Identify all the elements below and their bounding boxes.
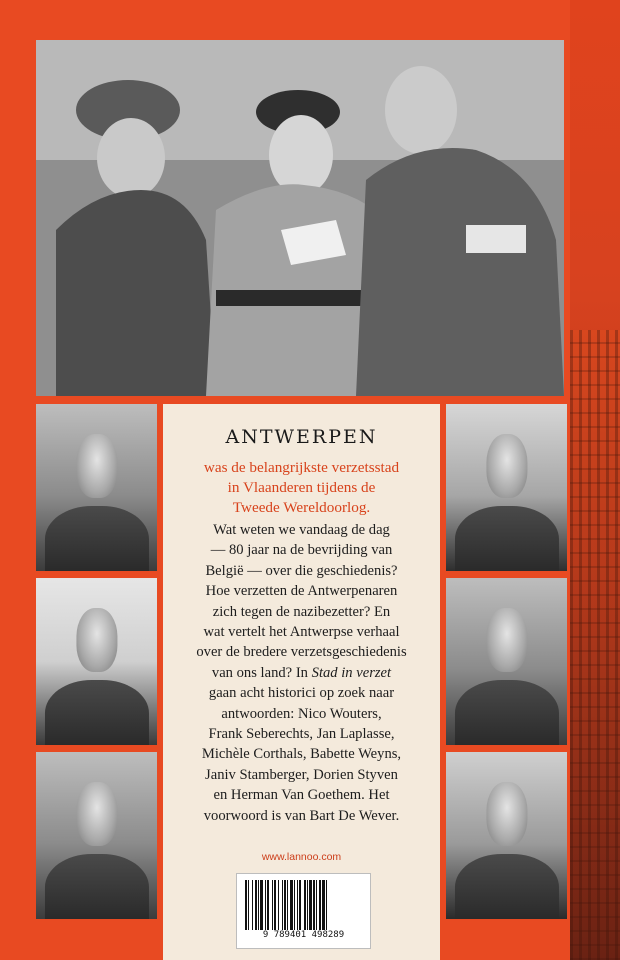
blurb-line-part: In bbox=[295, 664, 308, 681]
barcode-bar bbox=[299, 880, 301, 930]
blurb-line: over de bredere verzetsgeschiedenis bbox=[196, 644, 407, 661]
blurb-panel bbox=[163, 404, 440, 960]
barcode-bar bbox=[284, 880, 286, 930]
blurb-line: Frank Seberechts, Jan Laplasse, bbox=[208, 726, 395, 743]
blurb-line: Michèle Corthals, Babette Weyns, bbox=[201, 746, 402, 763]
barcode-bar bbox=[282, 880, 283, 930]
blurb-line: gaan acht historici op zoek naar bbox=[208, 685, 395, 702]
blurb-line: en Herman Van Goethem. Het bbox=[213, 787, 390, 804]
blurb-line: Hoe verzetten de Antwerpenaren bbox=[205, 583, 398, 600]
barcode-bar bbox=[309, 880, 312, 930]
barcode-bar bbox=[297, 880, 298, 930]
blurb-line: Wat weten we vandaag de dag bbox=[213, 522, 390, 538]
spine-city-image bbox=[570, 330, 620, 960]
blurb-line: voorwoord is van Bart De Wever. bbox=[203, 807, 400, 824]
barcode-bar bbox=[278, 880, 279, 930]
blurb-line-part: van ons land? bbox=[211, 664, 293, 681]
barcode-bar bbox=[245, 880, 247, 930]
blurb-line: België — over die geschiedenis? bbox=[205, 562, 398, 579]
barcode-bar bbox=[260, 880, 263, 930]
blurb-line: antwoorden: Nico Wouters, bbox=[221, 705, 382, 722]
officer-signed-portrait bbox=[446, 578, 567, 745]
isbn-number: 9 789401 498289 bbox=[262, 930, 345, 940]
barcode-bar bbox=[274, 880, 276, 930]
barcode-bar bbox=[248, 880, 249, 930]
man-suit-portrait bbox=[446, 752, 567, 919]
barcode-bar bbox=[258, 880, 259, 930]
barcode-bar bbox=[307, 880, 308, 930]
intro-line: was de belangrijkste verzetsstad bbox=[203, 459, 400, 476]
intro-line: in Vlaanderen tijdens de bbox=[227, 479, 376, 496]
intro-text bbox=[163, 458, 440, 518]
barcode-bar bbox=[267, 880, 269, 930]
woman-portrait bbox=[36, 578, 157, 745]
blurb-line: Janiv Stamberger, Dorien Styven bbox=[205, 766, 398, 783]
barcode-bar bbox=[272, 880, 273, 930]
barcode-bar bbox=[319, 880, 321, 930]
barcode-bar bbox=[294, 880, 295, 930]
intro-line: Tweede Wereldoorlog. bbox=[232, 499, 371, 516]
three-men-main-photo bbox=[36, 40, 564, 396]
beret-soldier-portrait bbox=[36, 752, 157, 919]
blurb-line: — 80 jaar na de bevrijding van bbox=[210, 542, 393, 559]
barcode-bar bbox=[316, 880, 317, 930]
blurb-line bbox=[163, 663, 440, 683]
barcode-bar bbox=[255, 880, 257, 930]
barcode-bar bbox=[322, 880, 325, 930]
barcode-bar bbox=[313, 880, 315, 930]
blurb-line: wat vertelt het Antwerpse verhaal bbox=[203, 624, 400, 641]
barcode-bar bbox=[265, 880, 266, 930]
barcode-bar bbox=[290, 880, 293, 930]
headline: ANTWERPEN bbox=[225, 426, 378, 448]
publisher-url[interactable]: www.lannoo.com bbox=[261, 851, 342, 863]
blurb-text bbox=[163, 520, 440, 826]
barcode-bar bbox=[304, 880, 306, 930]
book-title: Stad in verzet bbox=[311, 664, 392, 681]
isbn-barcode bbox=[236, 873, 371, 949]
barcode-bar bbox=[326, 880, 327, 930]
soldier-portrait bbox=[36, 404, 157, 571]
blurb-line: zich tegen de nazibezetter? En bbox=[212, 603, 391, 620]
barcode-bar bbox=[252, 880, 253, 930]
man-coat-portrait bbox=[446, 404, 567, 571]
barcode-bar bbox=[287, 880, 288, 930]
barcode-bars bbox=[245, 880, 362, 930]
